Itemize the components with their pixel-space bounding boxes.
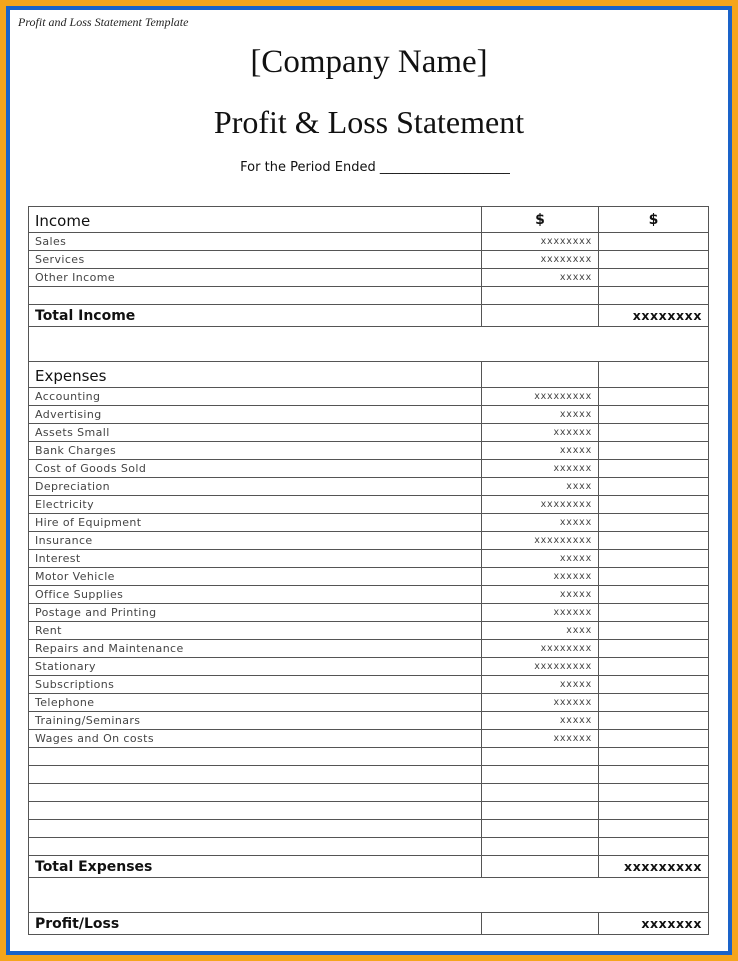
expenses-heading: Expenses bbox=[29, 362, 482, 388]
line-item-value: xxxxxx bbox=[482, 424, 599, 442]
document-page bbox=[10, 10, 728, 951]
line-item-total-cell bbox=[599, 568, 709, 586]
line-item-row bbox=[29, 269, 709, 287]
line-item-value: xxxxxxxx bbox=[482, 496, 599, 514]
line-item-total-cell bbox=[599, 406, 709, 424]
line-item-total-cell bbox=[599, 676, 709, 694]
line-item-label: Telephone bbox=[29, 694, 482, 712]
line-item-row bbox=[29, 712, 709, 730]
line-item-row bbox=[29, 676, 709, 694]
line-item-label: Other Income bbox=[29, 269, 482, 287]
line-item-row bbox=[29, 406, 709, 424]
line-item-row bbox=[29, 442, 709, 460]
line-item-value: xxxxx bbox=[482, 586, 599, 604]
line-item-row bbox=[29, 586, 709, 604]
line-item-value: xxxxxx bbox=[482, 730, 599, 748]
line-item-row bbox=[29, 640, 709, 658]
statement-title: Profit & Loss Statement bbox=[213, 104, 525, 140]
line-item-label: Electricity bbox=[29, 496, 482, 514]
blank-row bbox=[29, 766, 709, 784]
line-item-row bbox=[29, 550, 709, 568]
line-item-label: Office Supplies bbox=[29, 586, 482, 604]
expenses-header-row bbox=[29, 362, 709, 388]
line-item-label: Bank Charges bbox=[29, 442, 482, 460]
line-item-total-cell bbox=[599, 712, 709, 730]
line-item-value: xxxxxxxxx bbox=[482, 388, 599, 406]
document-caption: Profit and Loss Statement Template bbox=[18, 15, 189, 29]
currency-header-2: $ bbox=[599, 207, 709, 233]
line-item-row bbox=[29, 460, 709, 478]
line-item-value: xxxxxxxxx bbox=[482, 658, 599, 676]
line-item-total-cell bbox=[599, 604, 709, 622]
line-item-total-cell bbox=[599, 514, 709, 532]
expense-items bbox=[29, 388, 709, 748]
line-item-label: Hire of Equipment bbox=[29, 514, 482, 532]
line-item-label: Stationary bbox=[29, 658, 482, 676]
line-item-row bbox=[29, 568, 709, 586]
company-name: [Company Name] bbox=[250, 44, 488, 80]
line-item-label: Postage and Printing bbox=[29, 604, 482, 622]
line-item-total-cell bbox=[599, 586, 709, 604]
line-item-row bbox=[29, 496, 709, 514]
line-item-value: xxxxx bbox=[482, 442, 599, 460]
line-item-label: Subscriptions bbox=[29, 676, 482, 694]
line-item-label: Depreciation bbox=[29, 478, 482, 496]
line-item-total-cell bbox=[599, 496, 709, 514]
line-item-value: xxxx bbox=[482, 622, 599, 640]
line-item-value: xxxxxxxx bbox=[482, 233, 599, 251]
line-item-row bbox=[29, 532, 709, 550]
line-item-value: xxxxx bbox=[482, 676, 599, 694]
line-item-total-cell bbox=[599, 424, 709, 442]
currency-header-1: $ bbox=[482, 207, 599, 233]
total-expenses-row bbox=[29, 856, 709, 878]
line-item-value: xxxxxx bbox=[482, 568, 599, 586]
blank-row bbox=[29, 820, 709, 838]
line-item-total-cell bbox=[599, 442, 709, 460]
line-item-value: xxxx bbox=[482, 478, 599, 496]
line-item-label: Interest bbox=[29, 550, 482, 568]
inner-frame bbox=[6, 6, 732, 955]
line-item-total-cell bbox=[599, 622, 709, 640]
line-item-row bbox=[29, 622, 709, 640]
line-item-row bbox=[29, 730, 709, 748]
line-item-value: xxxxxx bbox=[482, 604, 599, 622]
line-item-label: Training/Seminars bbox=[29, 712, 482, 730]
total-expenses-value: xxxxxxxxx bbox=[599, 856, 709, 878]
line-item-row bbox=[29, 514, 709, 532]
line-item-label: Motor Vehicle bbox=[29, 568, 482, 586]
line-item-total-cell bbox=[599, 550, 709, 568]
blank-row bbox=[29, 784, 709, 802]
line-item-row bbox=[29, 388, 709, 406]
total-income-label: Total Income bbox=[29, 305, 482, 327]
income-items bbox=[29, 233, 709, 287]
line-item-total-cell bbox=[599, 460, 709, 478]
line-item-label: Assets Small bbox=[29, 424, 482, 442]
line-item-label: Repairs and Maintenance bbox=[29, 640, 482, 658]
line-item-total-cell bbox=[599, 694, 709, 712]
profit-loss-row bbox=[29, 913, 709, 935]
spacer-row bbox=[29, 878, 709, 913]
line-item-value: xxxxx bbox=[482, 269, 599, 287]
line-item-label: Sales bbox=[29, 233, 482, 251]
total-expenses-label: Total Expenses bbox=[29, 856, 482, 878]
profit-loss-label: Profit/Loss bbox=[29, 913, 482, 935]
line-item-total-cell bbox=[599, 269, 709, 287]
line-item-label: Services bbox=[29, 251, 482, 269]
line-item-row bbox=[29, 658, 709, 676]
line-item-total-cell bbox=[599, 388, 709, 406]
line-item-row bbox=[29, 233, 709, 251]
line-item-value: xxxxxx bbox=[482, 694, 599, 712]
line-item-label: Insurance bbox=[29, 532, 482, 550]
line-item-total-cell bbox=[599, 251, 709, 269]
line-item-value: xxxxx bbox=[482, 550, 599, 568]
line-item-label: Accounting bbox=[29, 388, 482, 406]
spacer-row bbox=[29, 327, 709, 362]
line-item-value: xxxxx bbox=[482, 712, 599, 730]
total-income-value: xxxxxxxx bbox=[599, 305, 709, 327]
line-item-label: Cost of Goods Sold bbox=[29, 460, 482, 478]
line-item-total-cell bbox=[599, 233, 709, 251]
income-heading: Income bbox=[29, 207, 482, 233]
line-item-value: xxxxxx bbox=[482, 460, 599, 478]
line-item-value: xxxxxxxx bbox=[482, 640, 599, 658]
line-item-total-cell bbox=[599, 640, 709, 658]
profit-loss-value: xxxxxxx bbox=[599, 913, 709, 935]
total-income-row bbox=[29, 305, 709, 327]
blank-row bbox=[29, 838, 709, 856]
line-item-row bbox=[29, 251, 709, 269]
line-item-value: xxxxxxxx bbox=[482, 251, 599, 269]
line-item-row bbox=[29, 478, 709, 496]
line-item-label: Rent bbox=[29, 622, 482, 640]
blank-row bbox=[29, 748, 709, 766]
line-item-row bbox=[29, 604, 709, 622]
line-item-total-cell bbox=[599, 730, 709, 748]
line-item-value: xxxxx bbox=[482, 514, 599, 532]
line-item-row bbox=[29, 424, 709, 442]
line-item-value: xxxxx bbox=[482, 406, 599, 424]
profit-loss-table bbox=[28, 206, 709, 935]
line-item-label: Advertising bbox=[29, 406, 482, 424]
line-item-total-cell bbox=[599, 478, 709, 496]
line-item-total-cell bbox=[599, 658, 709, 676]
blank-row bbox=[29, 802, 709, 820]
line-item-total-cell bbox=[599, 532, 709, 550]
period-line: For the Period Ended ____________________ bbox=[240, 160, 510, 175]
blank-row bbox=[29, 287, 709, 305]
income-header-row bbox=[29, 207, 709, 233]
line-item-label: Wages and On costs bbox=[29, 730, 482, 748]
line-item-value: xxxxxxxxx bbox=[482, 532, 599, 550]
line-item-row bbox=[29, 694, 709, 712]
